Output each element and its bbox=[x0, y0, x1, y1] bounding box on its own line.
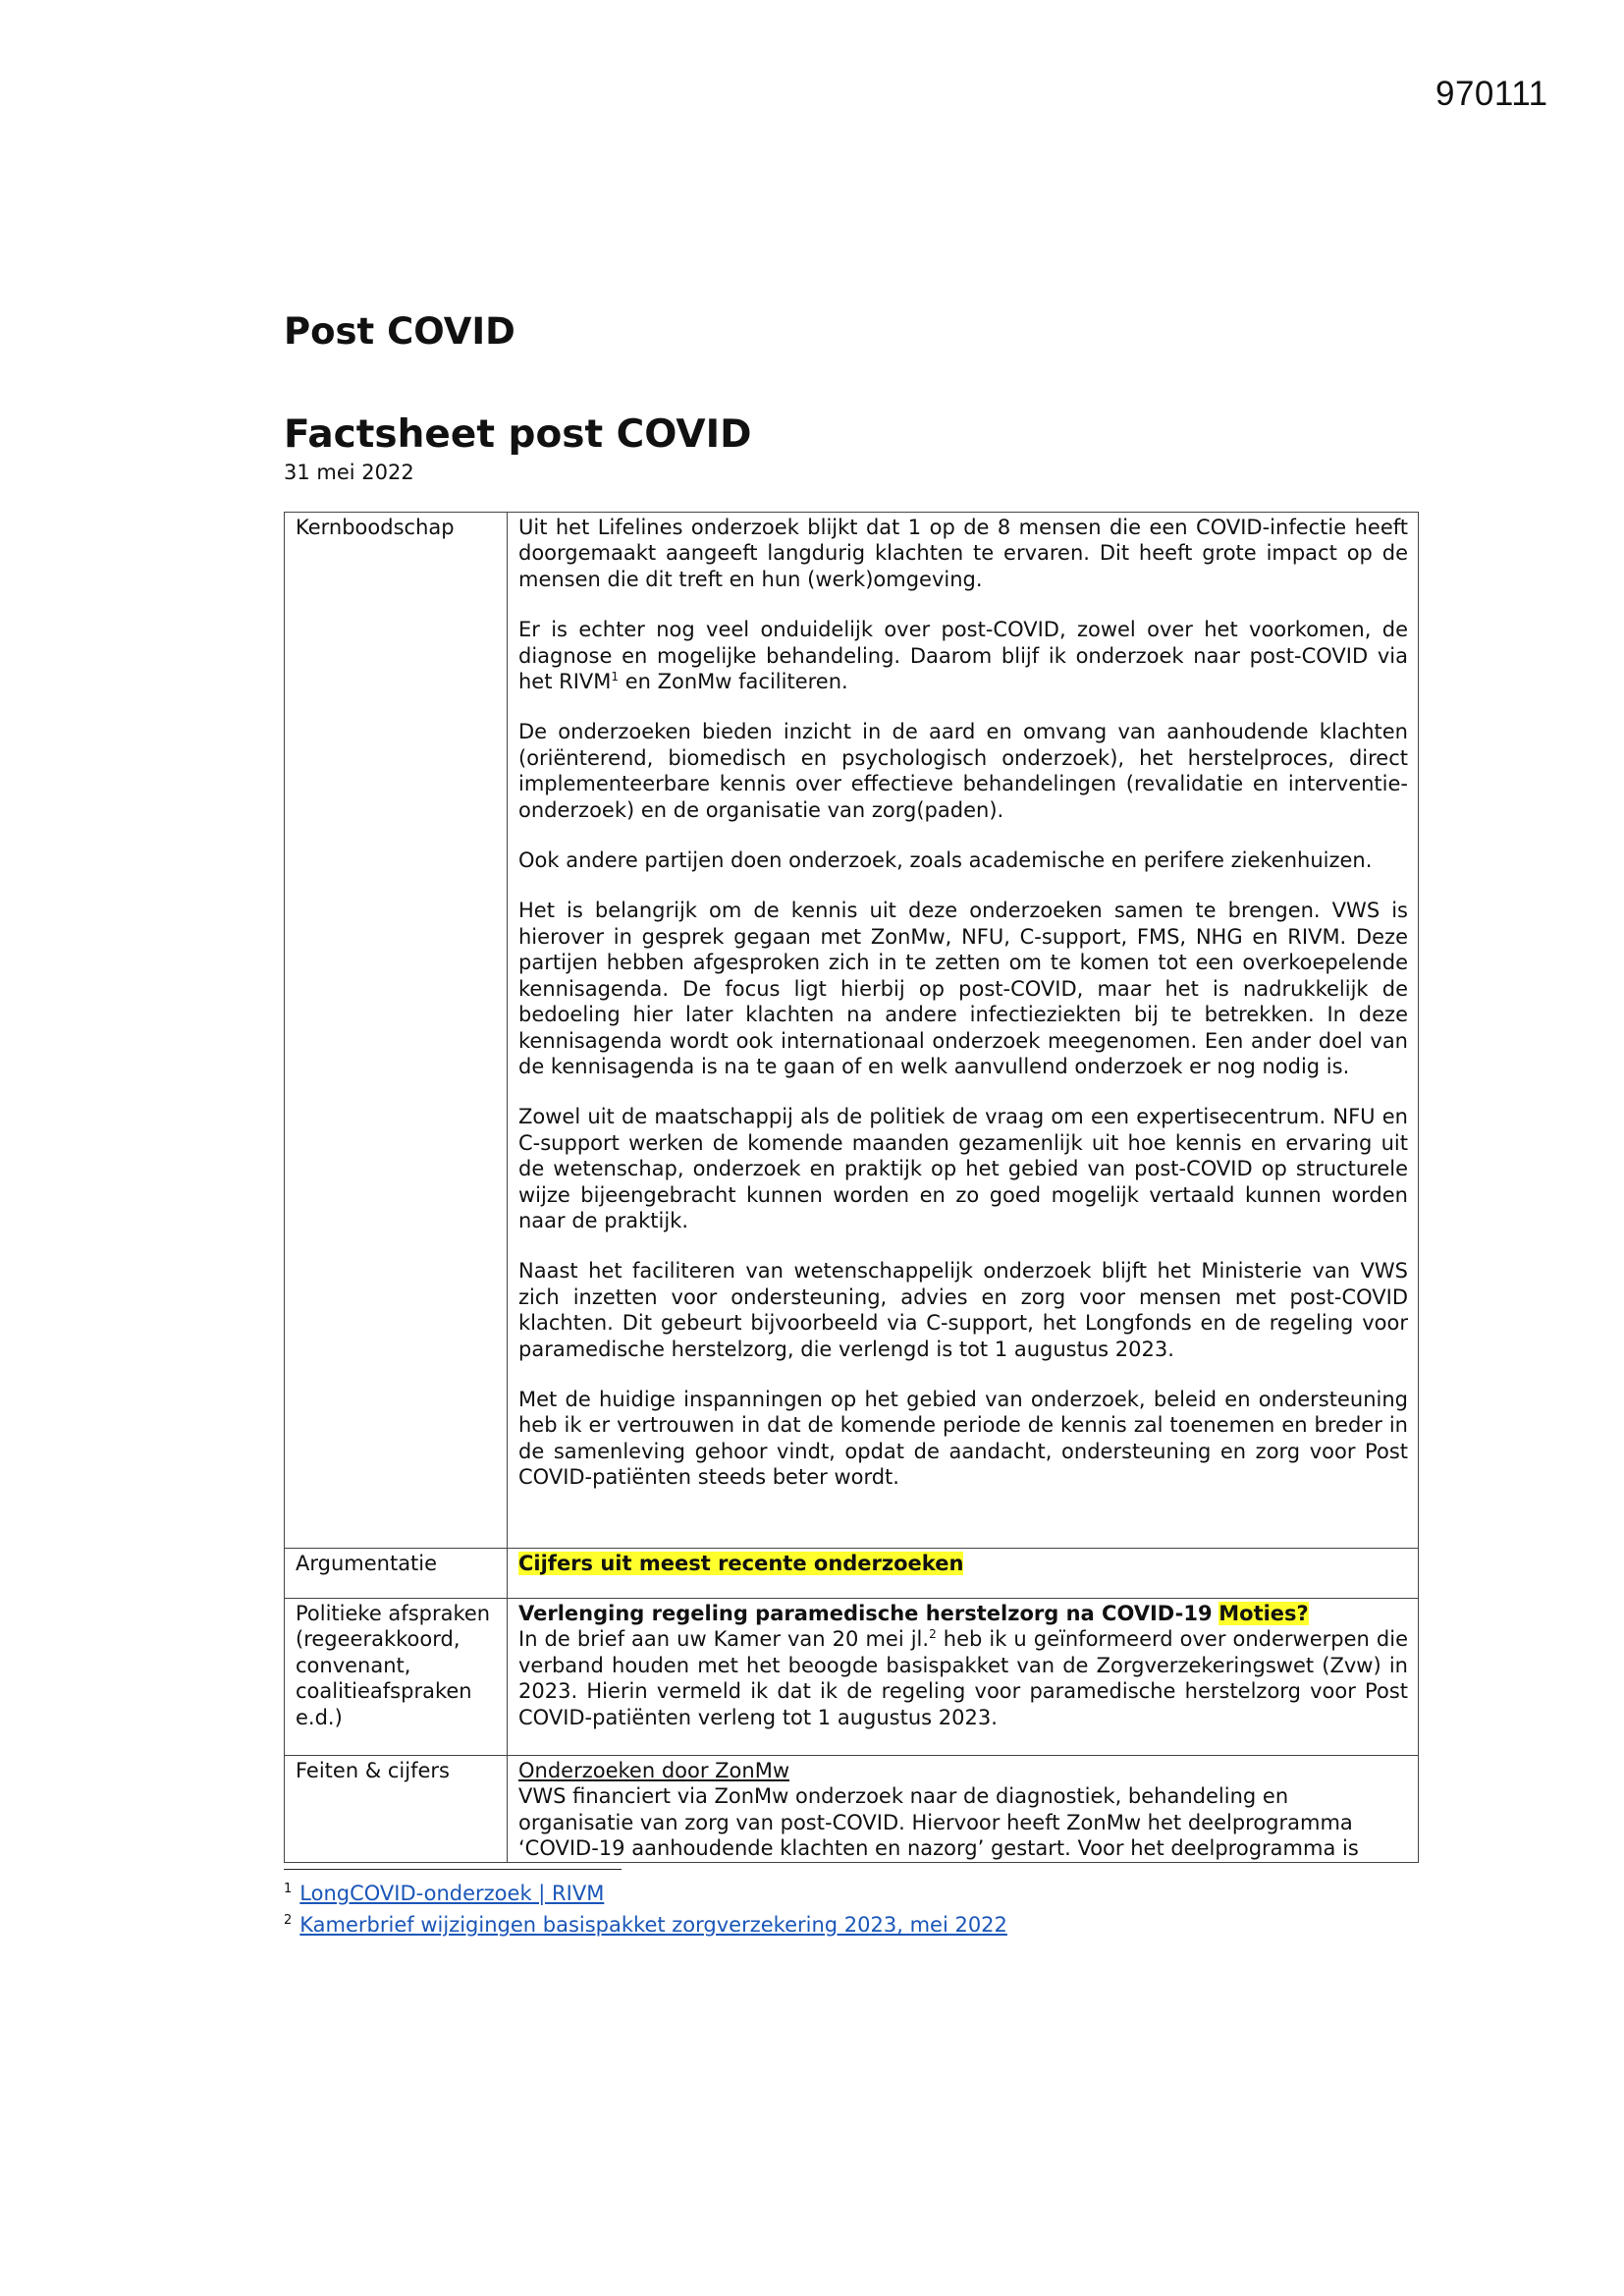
footnote-number: 2 bbox=[284, 1913, 293, 1928]
table-row-feiten-cijfers bbox=[285, 1756, 1419, 1863]
footnote-number: 1 bbox=[284, 1882, 293, 1896]
paragraph-text: In de brief aan uw Kamer van 20 mei jl. bbox=[518, 1627, 930, 1652]
table-row-argumentatie bbox=[285, 1549, 1419, 1599]
paragraph bbox=[518, 1626, 1408, 1730]
feiten-cijfers-content bbox=[508, 1756, 1419, 1863]
document-date: 31 mei 2022 bbox=[284, 461, 414, 484]
highlighted-heading: Cijfers uit meest recente onderzoeken bbox=[518, 1552, 964, 1575]
footnote-ref[interactable]: 1 bbox=[611, 670, 620, 684]
content-heading bbox=[518, 1601, 1408, 1626]
row-label-politieke-afspraken: Politieke afspraken (regeerakkoord, convenant, coalitieafspraken e.d.) bbox=[285, 1599, 508, 1756]
footnotes bbox=[284, 1876, 1007, 1939]
paragraph-text: heb ik u geïnformeerd over onderwerpen die verband houden met het beoogde basispakket van de Zorgverzekeringswet (Zvw) in 2023. Hierin vermeld ik dat ik de regeling voor paramedische herstelzorg voor Post COVID-patiënten verleng tot 1 augustus 2023. bbox=[518, 1627, 1408, 1729]
row-label-feiten-cijfers: Feiten & cijfers bbox=[285, 1756, 508, 1863]
page-number: 970111 bbox=[1435, 75, 1548, 113]
kernboodschap-content bbox=[508, 513, 1419, 1549]
footnote-1 bbox=[284, 1876, 1007, 1907]
argumentatie-content bbox=[508, 1549, 1419, 1599]
factsheet-table bbox=[284, 512, 1419, 1863]
row-label-kernboodschap: Kernboodschap bbox=[285, 513, 508, 1549]
paragraph: Met de huidige inspanningen op het gebied van onderzoek, beleid en ondersteuning heb ik er vertrouwen in dat de komende periode de kennis zal toenemen en breder in de samenleving gehoor vindt, opdat de aandacht, ondersteuning en zorg voor Post COVID-patiënten steeds beter wordt. bbox=[518, 1387, 1408, 1490]
paragraph: Uit het Lifelines onderzoek blijkt dat 1 op de 8 mensen die een COVID-infectie heeft doorgemaakt aangeeft langdurig klachten te ervaren. Dit heeft grote impact op de mensen die dit treft en hun (werk)omgeving. bbox=[518, 516, 1408, 591]
politieke-afspraken-content bbox=[508, 1599, 1419, 1756]
content-subheading: Onderzoeken door ZonMw bbox=[518, 1759, 790, 1782]
document-title: Factsheet post COVID bbox=[284, 412, 752, 457]
paragraph: De onderzoeken bieden inzicht in de aard en omvang van aanhoudende klachten (oriënterend, biomedisch en psychologisch onderzoek), het herstelproces, direct implementeerbare kennis over effectieve behandelingen (revalidatie en interventie-onderzoek) en de organisatie van zorg(paden). bbox=[518, 720, 1408, 822]
row-label-argumentatie: Argumentatie bbox=[285, 1549, 508, 1599]
paragraph: VWS financiert via ZonMw onderzoek naar de diagnostiek, behandeling en organisatie van zorg van post-COVID. Hiervoor heeft ZonMw het deelprogramma ‘COVID-19 aanhoudende klachten en nazorg’ gestart. Voor het deelprogramma is bbox=[518, 1784, 1359, 1861]
heading-text: Verlenging regeling paramedische herstelzorg na COVID-19 bbox=[518, 1602, 1213, 1625]
table-row-politieke-afspraken bbox=[285, 1599, 1419, 1756]
footnote-2 bbox=[284, 1907, 1007, 1939]
paragraph-text: en ZonMw faciliteren. bbox=[619, 670, 848, 694]
footnote-link-rivm[interactable]: LongCOVID-onderzoek | RIVM bbox=[299, 1882, 605, 1905]
table-row-kernboodschap bbox=[285, 513, 1419, 1549]
paragraph: Naast het faciliteren van wetenschappelijk onderzoek blijft het Ministerie van VWS zich inzetten voor ondersteuning, advies en zorg voor mensen met post-COVID klachten. Dit gebeurt bijvoorbeeld via C-support, het Longfonds en de regeling voor paramedische herstelzorg, die verlengd is tot 1 augustus 2023. bbox=[518, 1259, 1408, 1361]
paragraph: Zowel uit de maatschappij als de politiek de vraag om een expertisecentrum. NFU en C-support werken de komende maanden gezamenlijk uit hoe kennis en ervaring uit de wetenschap, onderzoek en praktijk op het gebied van post-COVID op structurele wijze bijeengebracht kunnen worden en zo goed mogelijk vertaald kunnen worden naar de praktijk. bbox=[518, 1105, 1408, 1232]
footnote-link-kamerbrief[interactable]: Kamerbrief wijzigingen basispakket zorgverzekering 2023, mei 2022 bbox=[299, 1913, 1007, 1937]
footnote-divider bbox=[284, 1869, 622, 1870]
footnote-ref[interactable]: 2 bbox=[929, 1627, 937, 1642]
paragraph: Het is belangrijk om de kennis uit deze onderzoeken samen te brengen. VWS is hierover in gesprek gegaan met ZonMw, NFU, C-support, FMS, NHG en RIVM. Deze partijen hebben afgesproken zich in te zetten om te komen tot een overkoepelende kennisagenda. De focus ligt hierbij op post-COVID, maar het is nadrukkelijk de bedoeling hier later klachten na andere infectieziekten bij te betrekken. In deze kennisagenda wordt ook internationaal onderzoek meegenomen. Een ander doel van de kennisagenda is na te gaan of en welk aanvullend onderzoek er nog nodig is. bbox=[518, 899, 1408, 1078]
highlighted-question: Moties? bbox=[1218, 1602, 1309, 1625]
paragraph-text: Er is echter nog veel onduidelijk over post-COVID, zowel over het voorkomen, de diagnose en mogelijke behandeling. Daarom blijf ik onderzoek naar post-COVID via het RIVM bbox=[518, 618, 1408, 694]
section-title: Post COVID bbox=[284, 310, 515, 353]
paragraph bbox=[518, 617, 1408, 694]
paragraph: Ook andere partijen doen onderzoek, zoals academische en perifere ziekenhuizen. bbox=[518, 848, 1373, 873]
